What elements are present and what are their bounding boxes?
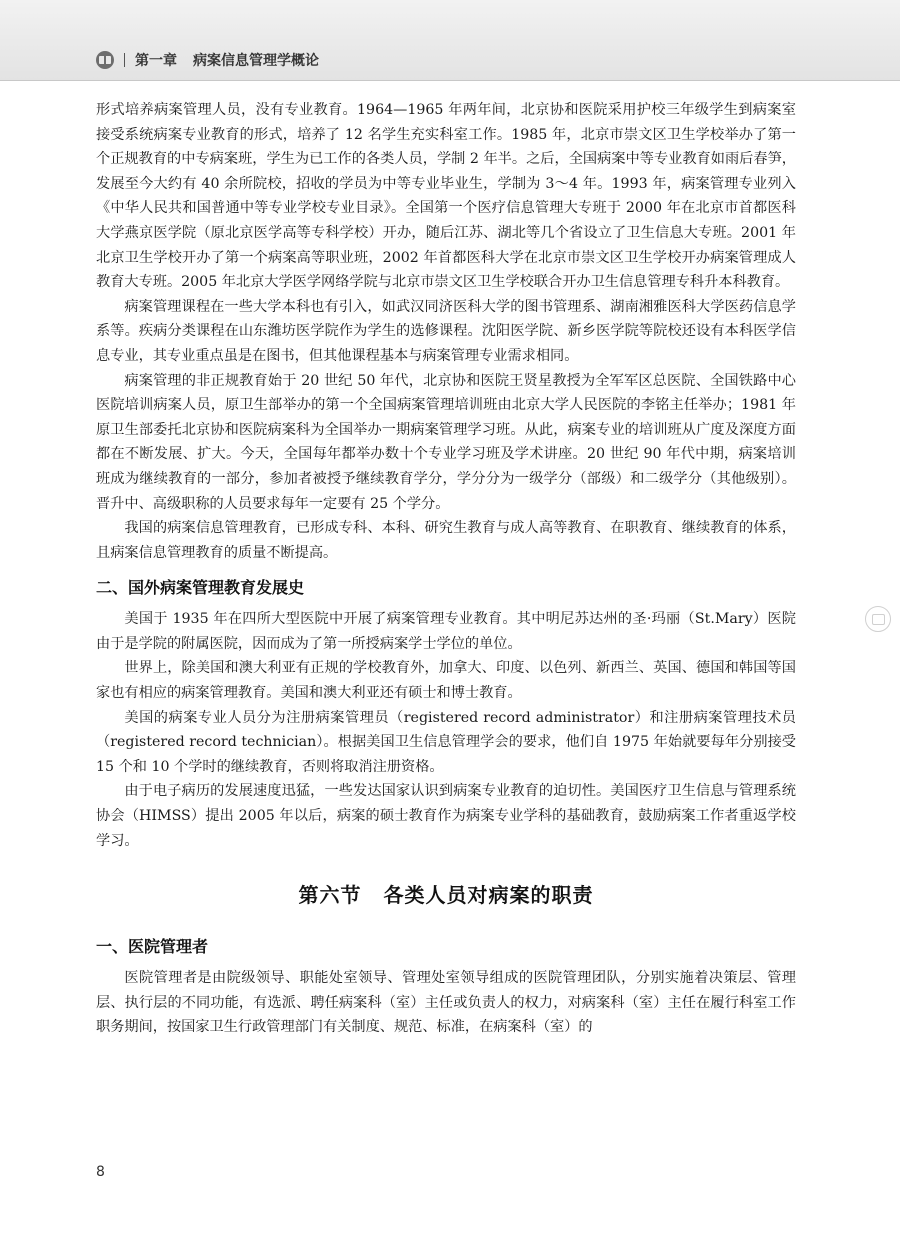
paragraph: 美国的病案专业人员分为注册病案管理员（registered record administrator）和注册病案管理技术员（registered record technician）。根据美国卫生信息管理学会的要求，他们自 1975 年始就要每年分别接受 15 个和 10 个学时的继续教育，否则将取消注册资格。 — [96, 709, 796, 775]
section-title-text: 各类人员对病案的职责 — [383, 883, 594, 908]
paragraph: 病案管理课程在一些大学本科也有引入，如武汉同济医科大学的图书管理系、湖南湘雅医科大学医药信息学系等。疾病分类课程在山东潍坊医学院作为学生的选修课程。沈阳医学院、新乡医学院等院校还设有本科医学信息专业，其专业重点虽是在图书，但其他课程基本与病案管理专业需求相同。 — [96, 298, 796, 364]
page-body — [96, 98, 796, 1040]
paragraph: 病案管理的非正规教育始于 20 世纪 50 年代，北京协和医院王贤星教授为全军军区总医院、全国铁路中心医院培训病案人员，原卫生部举办的第一个全国病案管理培训班由北京大学人民医院的李铭主任举办；1981 年原卫生部委托北京协和医院病案科为全国举办一期病案管理学习班。从此，病案专业的培训班从广度及深度方面都在不断发展、扩大。今天，全国每年都举办数十个专业学习班及学术讲座。20 世纪 90 年代中期，病案培训班成为继续教育的一部分，参加者被授予继续教育学分，学分分为一级学分（部级）和二级学分（其他级别）。晋升中、高级职称的人员要求每年一定要有 25 个学分。 — [96, 372, 796, 512]
subheading-foreign-education: 二、国外病案管理教育发展史 — [96, 578, 305, 598]
paragraph: 世界上，除美国和澳大利亚有正规的学校教育外，加拿大、印度、以色列、新西兰、英国、德国和韩国等国家也有相应的病案管理教育。美国和澳大利亚还有硕士和博士教育。 — [96, 660, 796, 702]
section-title — [96, 879, 796, 908]
subheading-hospital-manager: 一、医院管理者 — [96, 937, 209, 957]
book-icon — [96, 51, 114, 69]
paragraph: 我国的病案信息管理教育，已形成专科、本科、研究生教育与成人高等教育、在职教育、继续教育的体系，且病案信息管理教育的质量不断提高。 — [96, 520, 796, 561]
header-chapter: 第一章 — [135, 53, 177, 69]
paragraph: 医院管理者是由院级领导、职能处室领导、管理处室领导组成的医院管理团队，分别实施着决策层、管理层、执行层的不同功能，有选派、聘任病案科（室）主任或负责人的权力，对病案科（室）主任在履行科室工作职务期间，按国家卫生行政管理部门有关制度、规范、标准，在病案科（室）的 — [96, 970, 796, 1036]
header-chapter-title: 病案信息管理学概论 — [193, 53, 319, 69]
paragraph: 美国于 1935 年在四所大型医院中开展了病案管理专业教育。其中明尼苏达州的圣·玛丽（St.Mary）医院由于是学院的附属医院，因而成为了第一所授病案学士学位的单位。 — [96, 611, 796, 652]
watermark-icon — [865, 606, 891, 632]
paragraph: 形式培养病案管理人员，没有专业教育。1964—1965 年两年间，北京协和医院采用护校三年级学生到病案室接受系统病案专业教育的形式，培养了 12 名学生充实科室工作。1985 年，北京市崇文区卫生学校举办了第一个正规教育的中专病案班，学生为已工作的各类人员，学制 2 年半。之后，全国病案中等专业教育如雨后春笋，发展至今大约有 40 余所院校，招收的学员为中等专业毕业生，学制为 3～4 年。1993 年，病案管理专业列入《中华人民共和国普通中等专业学校专业目录》。全国第一个医疗信息管理大专班于 2000 年在北京市首都医科大学燕京医学院（原北京医学高等专科学校）开办，随后江苏、湖北等几个省设立了卫生信息大专班。2001 年北京卫生学校开办了第一个病案高等职业班，2002 年首都医科大学在北京市崇文区卫生学校开办病案管理成人教育大专班。2005 年北京大学医学网络学院与北京市崇文区卫生学校联合开办卫生信息管理专科升本科教育。 — [96, 102, 796, 291]
header-content — [96, 48, 319, 72]
paragraph: 由于电子病历的发展速度迅猛，一些发达国家认识到病案专业教育的迫切性。美国医疗卫生信息与管理系统协会（HIMSS）提出 2005 年以后，病案的硕士教育作为病案专业学科的基础教育，鼓励病案工作者重返学校学习。 — [96, 783, 796, 849]
section-number: 第六节 — [298, 883, 362, 908]
page-number: 8 — [96, 1164, 105, 1180]
running-header — [0, 0, 900, 81]
header-divider — [124, 53, 125, 67]
